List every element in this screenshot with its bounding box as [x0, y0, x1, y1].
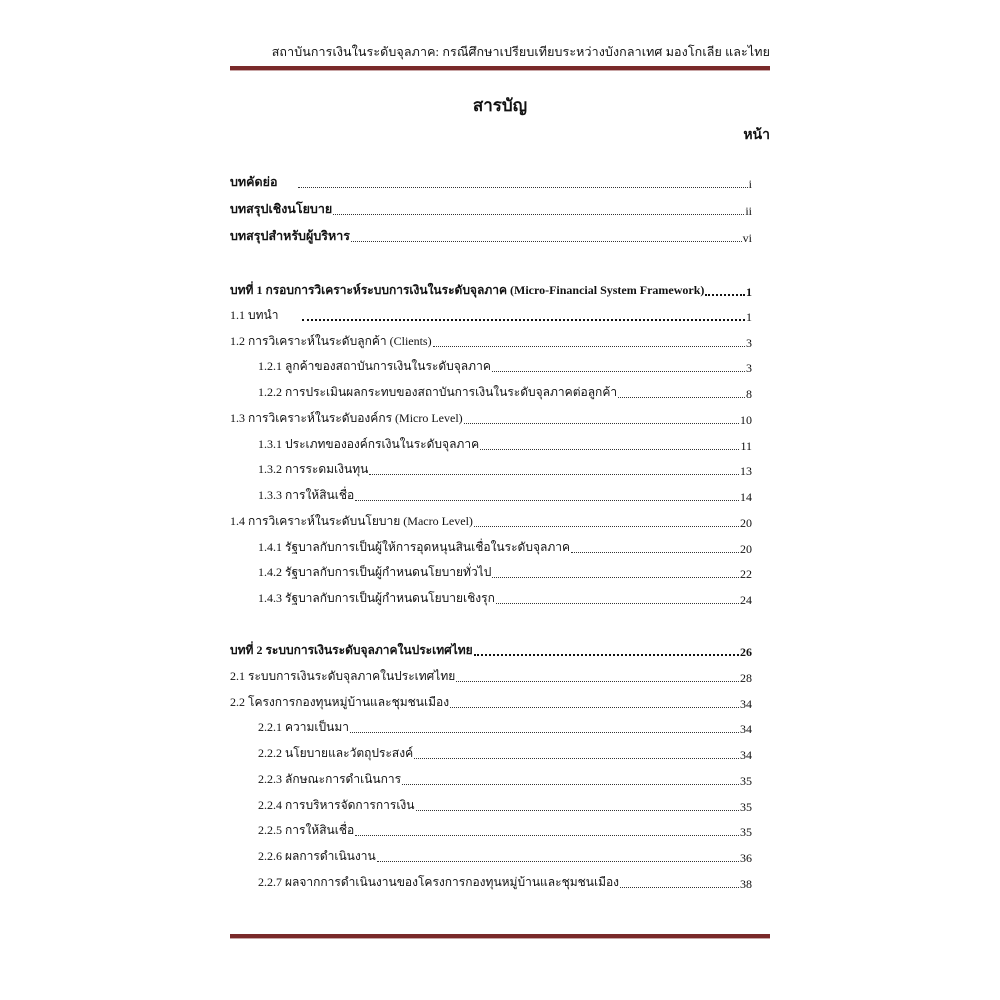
toc-entry-label: 1.1 บทนำ — [230, 308, 279, 322]
toc-entry-label: บทที่ 2 ระบบการเงินระดับจุลภาคในประเทศไทย — [230, 643, 473, 657]
toc-entry-label: 2.2.1 ความเป็นมา — [258, 720, 349, 734]
toc-entry-label: 1.3.1 ประเภทขององค์กรเงินในระดับจุลภาค — [258, 437, 480, 451]
dot-leader — [355, 835, 739, 836]
toc-entry — [258, 717, 752, 737]
toc-entry-page: 13 — [740, 464, 752, 478]
toc-entry-label: 1.3.3 การให้สินเชื่อ — [258, 488, 355, 502]
toc-entry — [258, 872, 752, 892]
toc-entry-page: 11 — [740, 439, 752, 453]
dot-leader — [369, 474, 739, 475]
dot-leader — [333, 214, 744, 215]
dot-leader — [433, 346, 745, 347]
toc-entry-page: 28 — [740, 671, 752, 685]
toc-entry-page: ii — [745, 204, 752, 218]
toc-entry-page: 8 — [746, 387, 752, 401]
toc-entry-label: บทสรุปเชิงนโยบาย — [230, 202, 333, 216]
toc-entry-label: 1.4.1 รัฐบาลกับการเป็นผู้ให้การอุดหนุนสินเชื่อในระดับจุลภาค — [258, 540, 570, 554]
dot-leader — [464, 423, 739, 424]
toc-entry — [258, 356, 752, 376]
toc-entry — [230, 408, 752, 428]
toc-entry-page: 3 — [746, 361, 752, 375]
toc-entry-abstract — [230, 172, 752, 192]
toc-entry-label: 1.2.1 ลูกค้าของสถาบันการเงินในระดับจุลภาค — [258, 359, 491, 373]
toc-entry-executive-summary — [230, 226, 752, 246]
toc-entry-page: 20 — [740, 516, 752, 530]
toc-entry — [258, 820, 752, 840]
toc-entry-page: 26 — [740, 645, 752, 659]
toc-entry-label: 1.3.2 การระดมเงินทุน — [258, 462, 369, 476]
dot-leader — [298, 187, 748, 188]
toc-entry-page: 10 — [740, 413, 752, 427]
footer-rule — [230, 934, 770, 939]
toc-entry-page: 34 — [740, 722, 752, 736]
dot-leader — [402, 784, 739, 785]
dot-leader — [450, 707, 739, 708]
dot-leader — [571, 552, 739, 553]
toc-entry-label: 1.4 การวิเคราะห์ในระดับนโยบาย (Macro Level) — [230, 514, 473, 528]
toc-entry-page: 1 — [746, 285, 752, 299]
dot-leader — [474, 654, 739, 656]
running-header: สถาบันการเงินในระดับจุลภาค: กรณีศึกษาเปรียบเทียบระหว่างบังกลาเทศ มองโกเลีย และไทย — [271, 45, 770, 59]
dot-leader — [492, 371, 745, 372]
dot-leader — [414, 758, 739, 759]
toc-entry-page: 34 — [740, 697, 752, 711]
toc-entry-label: บทที่ 1 กรอบการวิเคราะห์ระบบการเงินในระดับจุลภาค (Micro-Financial System Framework) — [230, 283, 705, 297]
toc-entry — [258, 795, 752, 815]
toc-entry-page: i — [748, 177, 752, 191]
toc-entry-label: 2.2.2 นโยบายและวัตถุประสงค์ — [258, 746, 414, 760]
toc-entry-label: 2.2 โครงการกองทุนหมู่บ้านและชุมชนเมือง — [230, 695, 450, 709]
toc-entry — [230, 305, 752, 325]
toc-entry-label: 2.2.3 ลักษณะการดำเนินการ — [258, 772, 402, 786]
toc-entry-label: 2.2.5 การให้สินเชื่อ — [258, 823, 355, 837]
dot-leader — [355, 500, 739, 501]
page-title: สารบัญ — [472, 96, 528, 115]
dot-leader — [480, 449, 739, 450]
dot-leader — [620, 887, 739, 888]
toc-entry-page: vi — [742, 231, 752, 245]
toc-chapter-1 — [230, 280, 752, 300]
toc-entry-label: 1.2.2 การประเมินผลกระทบของสถาบันการเงินในระดับจุลภาคต่อลูกค้า — [258, 385, 618, 399]
toc-entry — [258, 588, 752, 608]
dot-leader — [496, 603, 739, 604]
dot-leader — [705, 294, 745, 296]
toc-entry-page: 1 — [746, 310, 752, 324]
toc-chapter-2 — [230, 640, 752, 660]
toc-entry — [258, 562, 752, 582]
toc-entry — [258, 459, 752, 479]
toc-entry — [230, 511, 752, 531]
toc-entry — [230, 331, 752, 351]
toc-entry-label: 1.2 การวิเคราะห์ในระดับลูกค้า (Clients) — [230, 334, 432, 348]
toc-entry — [258, 382, 752, 402]
header-rule — [230, 66, 770, 71]
toc-entry-page: 36 — [740, 851, 752, 865]
dot-leader — [492, 577, 739, 578]
toc-entry — [230, 666, 752, 686]
toc-entry-label: 2.2.6 ผลการดำเนินงาน — [258, 849, 376, 863]
toc-entry-label: 2.1 ระบบการเงินระดับจุลภาคในประเทศไทย — [230, 669, 456, 683]
toc-entry — [258, 485, 752, 505]
toc-entry-page: 35 — [740, 825, 752, 839]
toc-entry-page: 14 — [740, 490, 752, 504]
toc-entry-label: บทคัดย่อ — [230, 175, 278, 189]
toc-entry-label: 1.4.3 รัฐบาลกับการเป็นผู้กำหนดนโยบายเชิงรุก — [258, 591, 495, 605]
toc-entry-label: 1.4.2 รัฐบาลกับการเป็นผู้กำหนดนโยบายทั่วไป — [258, 565, 492, 579]
dot-leader — [302, 319, 745, 321]
toc-entry-label: 2.2.4 การบริหารจัดการการเงิน — [258, 798, 415, 812]
page-column-label: หน้า — [743, 128, 770, 143]
toc-entry — [258, 434, 752, 454]
dot-leader — [377, 861, 739, 862]
toc-entry-page: 22 — [740, 567, 752, 581]
toc-entry — [258, 537, 752, 557]
toc-entry-label: 1.3 การวิเคราะห์ในระดับองค์กร (Micro Level) — [230, 411, 463, 425]
toc-entry-page: 3 — [746, 336, 752, 350]
toc-entry — [258, 769, 752, 789]
dot-leader — [618, 397, 745, 398]
toc-entry — [258, 846, 752, 866]
toc-entry-label: บทสรุปสำหรับผู้บริหาร — [230, 229, 350, 243]
toc-entry — [230, 692, 752, 712]
dot-leader — [416, 810, 740, 811]
toc-entry-page: 38 — [740, 877, 752, 891]
toc-entry-page: 34 — [740, 748, 752, 762]
toc-entry-page: 24 — [740, 593, 752, 607]
toc-entry-label: 2.2.7 ผลจากการดำเนินงานของโครงการกองทุนหมู่บ้านและชุมชนเมือง — [258, 875, 620, 889]
dot-leader — [456, 681, 739, 682]
toc-entry-page: 20 — [740, 542, 752, 556]
toc-entry-page: 35 — [740, 774, 752, 788]
dot-leader — [350, 732, 739, 733]
dot-leader — [351, 241, 742, 242]
toc-entry — [258, 743, 752, 763]
dot-leader — [474, 526, 739, 527]
toc-entry-policy-summary — [230, 199, 752, 219]
toc-entry-page: 35 — [740, 800, 752, 814]
